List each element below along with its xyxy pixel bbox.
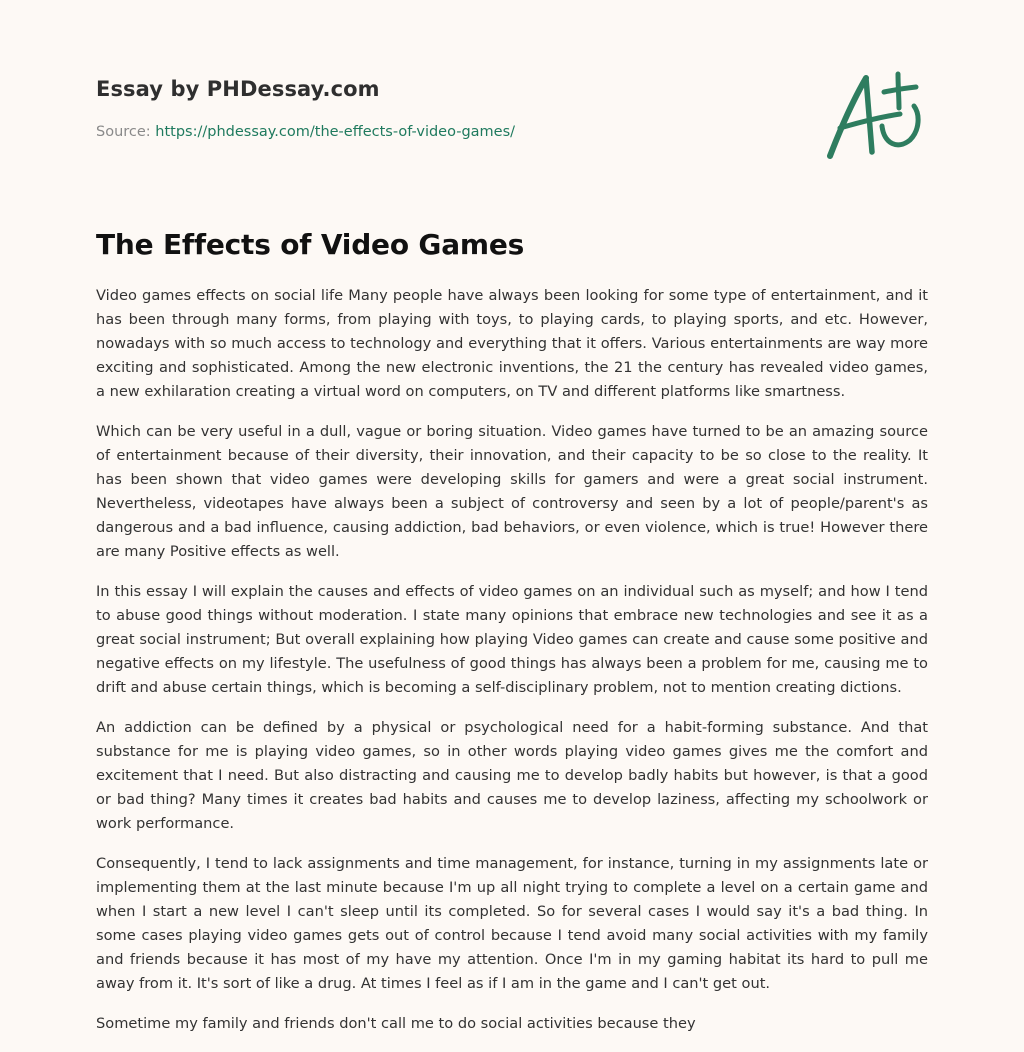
source-link[interactable]: https://phdessay.com/the-effects-of-video-games/: [155, 124, 516, 140]
essay-paragraph: Sometime my family and friends don't call me to do social activities because they: [96, 1015, 696, 1032]
a-plus-grade-icon: [822, 68, 928, 164]
essay-paragraph: Video games effects on social life Many people have always been looking for some type of entertainment, and it has been through many forms, from playing with toys, to playing cards, to playing sports, and etc. However, nowadays with so much access to technology and everything that it offers. Various entertainments are way more exciting and sophisticated. Among the new electronic inventions, the 21 the century has revealed video games, a new exhilaration creating a virtual word on computers, on TV and different platforms like smartness.: [96, 287, 928, 400]
site-brand: Essay by PHDessay.com: [96, 77, 380, 101]
source-line: [96, 124, 515, 140]
essay-paragraph: In this essay I will explain the causes and effects of video games on an individual such as myself; and how I tend to abuse good things without moderation. I state many opinions that embrace new technologies and see it as a great social instrument; But overall explaining how playing Video games can create and cause some positive and negative effects on my lifestyle. The usefulness of good things has always been a problem for me, causing me to drift and abuse certain things, which is becoming a self-disciplinary problem, not to mention creating dictions.: [96, 583, 928, 696]
source-label: Source:: [96, 124, 156, 140]
essay-paragraph: An addiction can be defined by a physical or psychological need for a habit-forming substance. And that substance for me is playing video games, so in other words playing video games gives me the comfort and excitement that I need. But also distracting and causing me to develop badly habits but however, is that a good or bad thing? Many times it creates bad habits and causes me to develop laziness, affecting my schoolwork or work performance.: [96, 719, 928, 832]
essay-paragraph: Consequently, I tend to lack assignments and time management, for instance, turning in my assignments late or implementing them at the last minute because I'm up all night trying to complete a level on a certain game and when I start a new level I can't sleep until its completed. So for several cases I would say it's a bad thing. In some cases playing video games gets out of control because I tend avoid many social activities with my family and friends because it has most of my have my attention. Once I'm in my gaming habitat its hard to pull me away from it. It's sort of like a drug. At times I feel as if I am in the game and I can't get out.: [96, 855, 928, 992]
essay-body: [96, 284, 928, 1052]
essay-paragraph: Which can be very useful in a dull, vague or boring situation. Video games have turned to be an amazing source of entertainment because of their diversity, their innovation, and their capacity to be so close to the reality. It has been shown that video games were developing skills for gamers and were a great social instrument. Nevertheless, videotapes have always been a subject of controversy and seen by a lot of people/parent's as dangerous and a bad influence, causing addiction, bad behaviors, or even violence, which is true! However there are many Positive effects as well.: [96, 423, 928, 560]
essay-title: The Effects of Video Games: [96, 228, 525, 261]
